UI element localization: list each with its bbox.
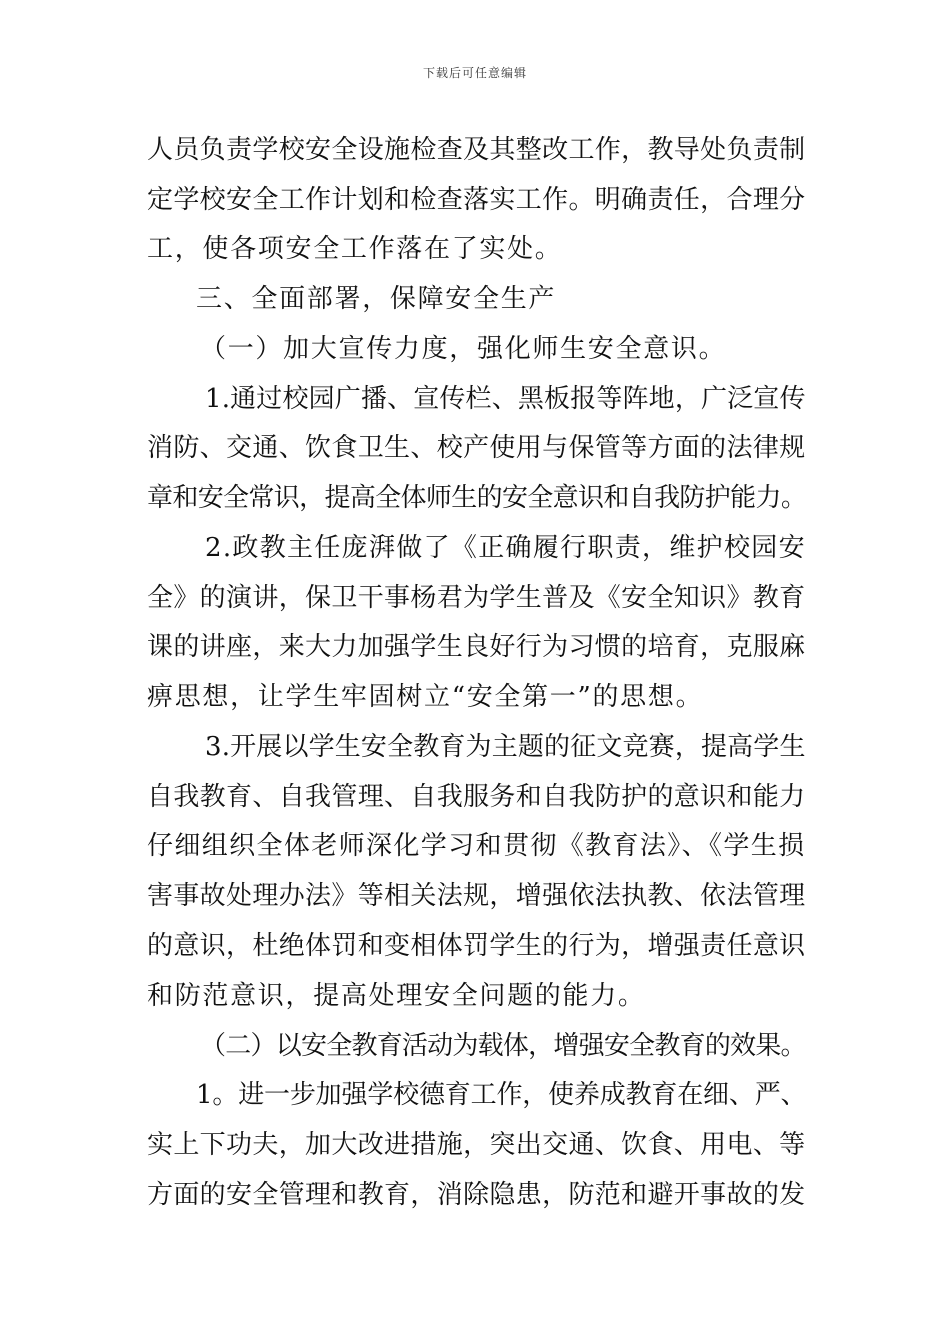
paragraph-line: 全》的演讲，保卫干事杨君为学生普及《安全知识》教育 [147,583,806,613]
paragraph-line: 消防、交通、饮食卫生、校产使用与保管等方面的法律规 [147,433,806,463]
paragraph-line: 实上下功夫，加大改进措施，突出交通、饮食、用电、等 [147,1130,806,1160]
paragraph-line: 定学校安全工作计划和检查落实工作。明确责任，合理分 [147,185,806,215]
subsection-heading: （二）以安全教育活动为载体，增强安全教育的效果。 [200,1031,806,1061]
subsection-heading: （一）加大宣传力度，强化师生安全意识。 [200,334,727,364]
paragraph-line: 1.通过校园广播、宣传栏、黑板报等阵地，广泛宣传 [205,384,806,414]
paragraph-line: 3.开展以学生安全教育为主题的征文竞赛，提高学生 [205,732,806,762]
paragraph-line: 仔细组织全体老师深化学习和贯彻《教育法》、《学生损 [147,831,806,861]
paragraph-line: 害事故处理办法》等相关法规，增强依法执教、依法管理 [147,881,806,911]
paragraph-line: 章和安全常识，提高全体师生的安全意识和自我防护能力。 [147,483,807,513]
paragraph-line: 的意识，杜绝体罚和变相体罚学生的行为，增强责任意识 [147,931,806,961]
paragraph-line: 痹思想，让学生牢固树立“安全第一”的思想。 [147,682,704,712]
paragraph-line: 工，使各项安全工作落在了实处。 [147,234,563,264]
paragraph-line: 2.政教主任庞湃做了《正确履行职责，维护校园安 [205,533,806,563]
paragraph-line: 和防范意识，提高处理安全问题的能力。 [147,981,646,1011]
paragraph-line: 方面的安全管理和教育，消除隐患，防范和避开事故的发 [147,1180,806,1210]
paragraph-line: 人员负责学校安全设施检查及其整改工作，教导处负责制 [147,135,806,165]
page-header: 下载后可任意编辑 [422,66,527,80]
paragraph-line: 自我教育、自我管理、自我服务和自我防护的意识和能力 [147,782,806,812]
paragraph-line: 课的讲座，来大力加强学生良好行为习惯的培育，克服麻 [147,632,806,662]
section-heading: 三、全面部署，保障安全生产 [196,284,557,314]
paragraph-line: 1。进一步加强学校德育工作，使养成教育在细、严、 [196,1080,807,1110]
